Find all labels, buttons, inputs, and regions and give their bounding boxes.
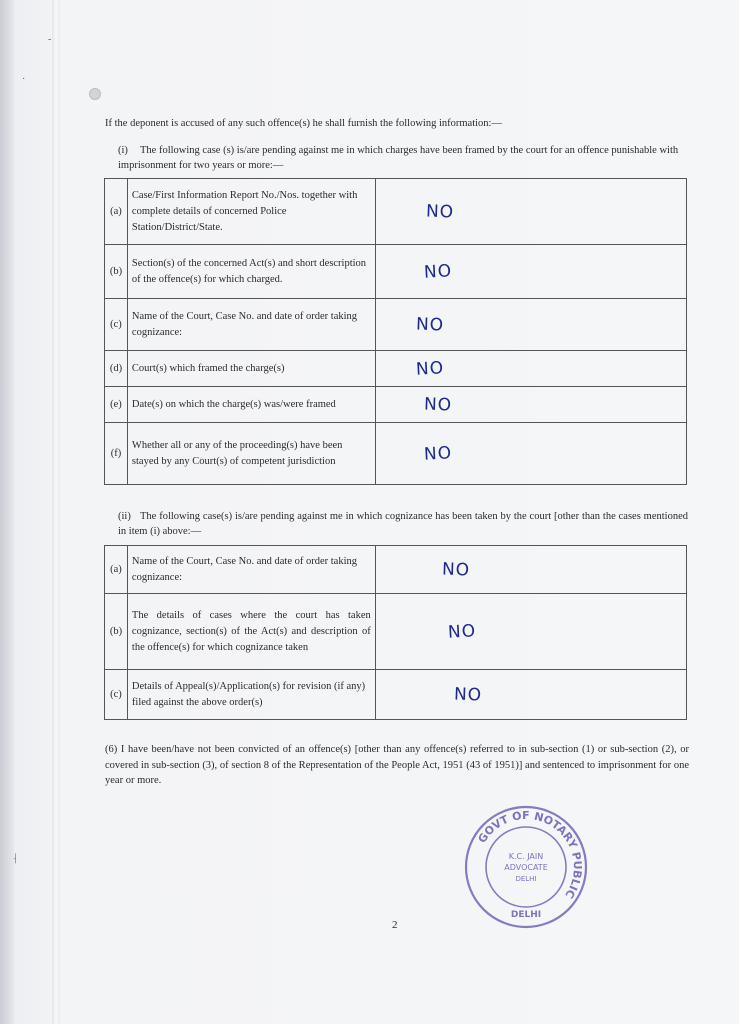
- handwritten-answer: NO: [423, 394, 453, 415]
- handwritten-answer: NO: [423, 260, 453, 283]
- punch-hole: [89, 88, 101, 100]
- handwritten-answer: NO: [423, 442, 453, 465]
- intro-text: If the deponent is accused of any such offence(s) he shall furnish the following information:—: [105, 118, 502, 129]
- table-row: [105, 387, 687, 423]
- handwritten-answer: NO: [441, 559, 471, 580]
- row-description: Name of the Court, Case No. and date of order taking cognizance:: [127, 546, 375, 594]
- row-answer-cell: [375, 299, 686, 351]
- row-label: (b): [105, 245, 128, 299]
- row-description: Section(s) of the concerned Act(s) and short description of the offence(s) for which charged.: [127, 245, 375, 299]
- row-answer-cell: [375, 387, 686, 423]
- page-number: 2: [392, 919, 398, 931]
- section-2-heading: [118, 509, 688, 539]
- handwritten-answer: NO: [447, 620, 477, 643]
- row-answer-cell: [375, 594, 686, 670]
- row-answer-cell: [375, 245, 686, 299]
- row-answer-cell: [375, 179, 686, 245]
- table-row: [105, 594, 687, 670]
- notary-stamp: [462, 803, 590, 931]
- cognizance-table: [104, 545, 687, 720]
- row-answer-cell: [375, 423, 686, 485]
- stamp-line-1: K.C. JAIN: [508, 852, 544, 861]
- stamp-bottom-text: DELHI: [510, 910, 542, 920]
- table-row: [105, 179, 687, 245]
- row-description: Case/First Information Report No./Nos. together with complete details of concerned Police Station/District/State.: [127, 179, 375, 245]
- row-answer-cell: [375, 546, 686, 594]
- section-2-number: (ii): [118, 511, 131, 522]
- row-label: (b): [105, 594, 128, 670]
- row-description: Whether all or any of the proceeding(s) have been stayed by any Court(s) of competent jurisdiction: [127, 423, 375, 485]
- margin-mark: ·: [22, 74, 26, 85]
- paper-edge: [0, 0, 14, 1024]
- table-row: [105, 299, 687, 351]
- row-description: Date(s) on which the charge(s) was/were framed: [127, 387, 375, 423]
- row-description: Name of the Court, Case No. and date of order taking cognizance:: [127, 299, 375, 351]
- stamp-line-2: ADVOCATE: [504, 863, 548, 872]
- handwritten-answer: NO: [453, 684, 483, 705]
- row-label: (f): [105, 423, 128, 485]
- row-label: (a): [105, 179, 128, 245]
- table-row: [105, 546, 687, 594]
- table-row: [105, 245, 687, 299]
- row-label: (c): [105, 670, 128, 720]
- margin-mark: -: [48, 34, 52, 45]
- paper-fold: [52, 0, 60, 1024]
- margin-mark: ⸡: [12, 853, 18, 864]
- handwritten-answer: NO: [425, 201, 455, 222]
- row-description: Details of Appeal(s)/Application(s) for revision (if any) filed against the above order(s): [127, 670, 375, 720]
- conviction-paragraph: (6) I have been/have not been convicted of an offence(s) [other than any offence(s) referred to in sub-section (1) or sub-section (2), or covered in sub-section (3), of section 8 of the Representation of the People Act, 1951 (43 of 1951)] and sentenced to imprisonment for one year or more.: [105, 744, 689, 786]
- table-row: [105, 670, 687, 720]
- handwritten-answer: NO: [415, 314, 445, 335]
- handwritten-answer: NO: [415, 357, 445, 380]
- row-label: (e): [105, 387, 128, 423]
- section-2-text: The following case(s) is/are pending against me in which cognizance has been taken by the court [other than the cases mentioned in item (i) above:—: [118, 511, 688, 537]
- row-label: (c): [105, 299, 128, 351]
- table-row: [105, 423, 687, 485]
- row-description: The details of cases where the court has taken cognizance, section(s) of the Act(s) and description of the offence(s) for which cognizance taken: [127, 594, 375, 670]
- section-1-text: The following case (s) is/are pending against me in which charges have been framed by the court for an offence punishable with imprisonment for two years or more:—: [118, 145, 679, 171]
- charges-table: [104, 178, 687, 485]
- row-label: (d): [105, 351, 128, 387]
- row-answer-cell: [375, 351, 686, 387]
- row-description: Court(s) which framed the charge(s): [127, 351, 375, 387]
- table-row: [105, 351, 687, 387]
- row-label: (a): [105, 546, 128, 594]
- row-answer-cell: [375, 670, 686, 720]
- section-1-heading: [118, 143, 688, 173]
- section-1-number: (i): [118, 145, 128, 156]
- stamp-outer-text: GOVT OF NOTARY PUBLIC: [475, 808, 585, 901]
- stamp-line-3: DELHI: [515, 875, 537, 883]
